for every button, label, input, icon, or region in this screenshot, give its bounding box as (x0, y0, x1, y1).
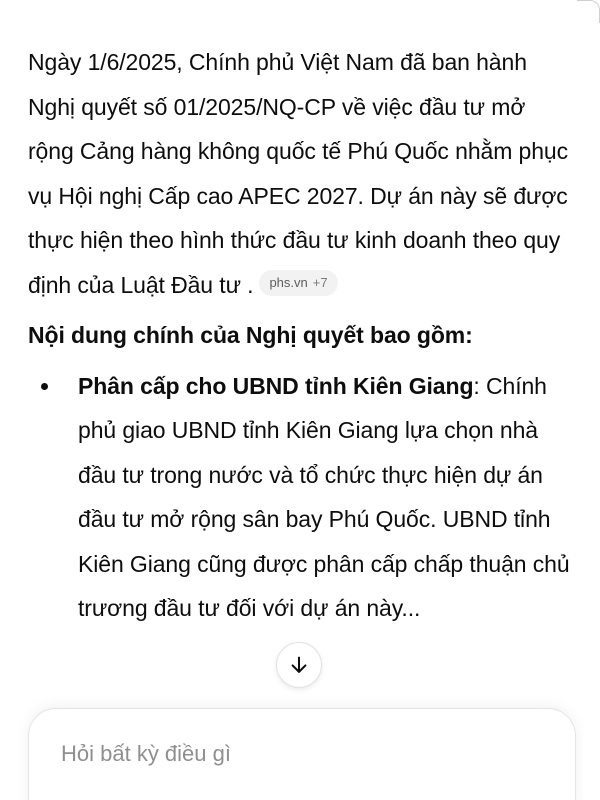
section-heading: Nội dung chính của Nghị quyết bao gồm: (28, 322, 473, 348)
bullet-text: Chính phủ giao UBND tỉnh Kiên Giang lựa chọn nhà đầu tư trong nước và tổ chức thực hiện dự án đầu tư mở rộng sân bay Phú Quốc. UBND tỉnh Kiên Giang cũng được phân cấp chấp thuận chủ trương đầu tư đối với dự án này... (78, 372, 570, 621)
corner-decoration (577, 0, 600, 23)
source-citation-chip[interactable] (259, 270, 337, 296)
scroll-down-button[interactable] (276, 642, 322, 688)
paragraph-text: Ngày 1/6/2025, Chính phủ Việt Nam đã ban hành Nghị quyết số 01/2025/NQ-CP về việc đầu tư mở rộng Cảng hàng không quốc tế Phú Quốc nhằm phục vụ Hội nghị Cấp cao APEC 2027. Dự án này sẽ được thực hiện theo hình thức đầu tư kinh doanh theo quy định của Luật Đầu tư . (28, 49, 569, 298)
arrow-down-icon (288, 654, 310, 676)
chat-input[interactable] (61, 741, 541, 767)
bullet-lead: Phân cấp cho UBND tỉnh Kiên Giang (78, 372, 474, 399)
assistant-message (28, 40, 576, 631)
list-item (28, 364, 576, 631)
source-domain: phs.vn (269, 275, 308, 291)
bullet-list (28, 364, 576, 631)
message-paragraph (28, 40, 576, 307)
bullet-separator: : (473, 372, 480, 399)
message-composer (28, 708, 576, 800)
bullet-dot (41, 383, 48, 390)
source-more-count: +7 (312, 275, 328, 291)
